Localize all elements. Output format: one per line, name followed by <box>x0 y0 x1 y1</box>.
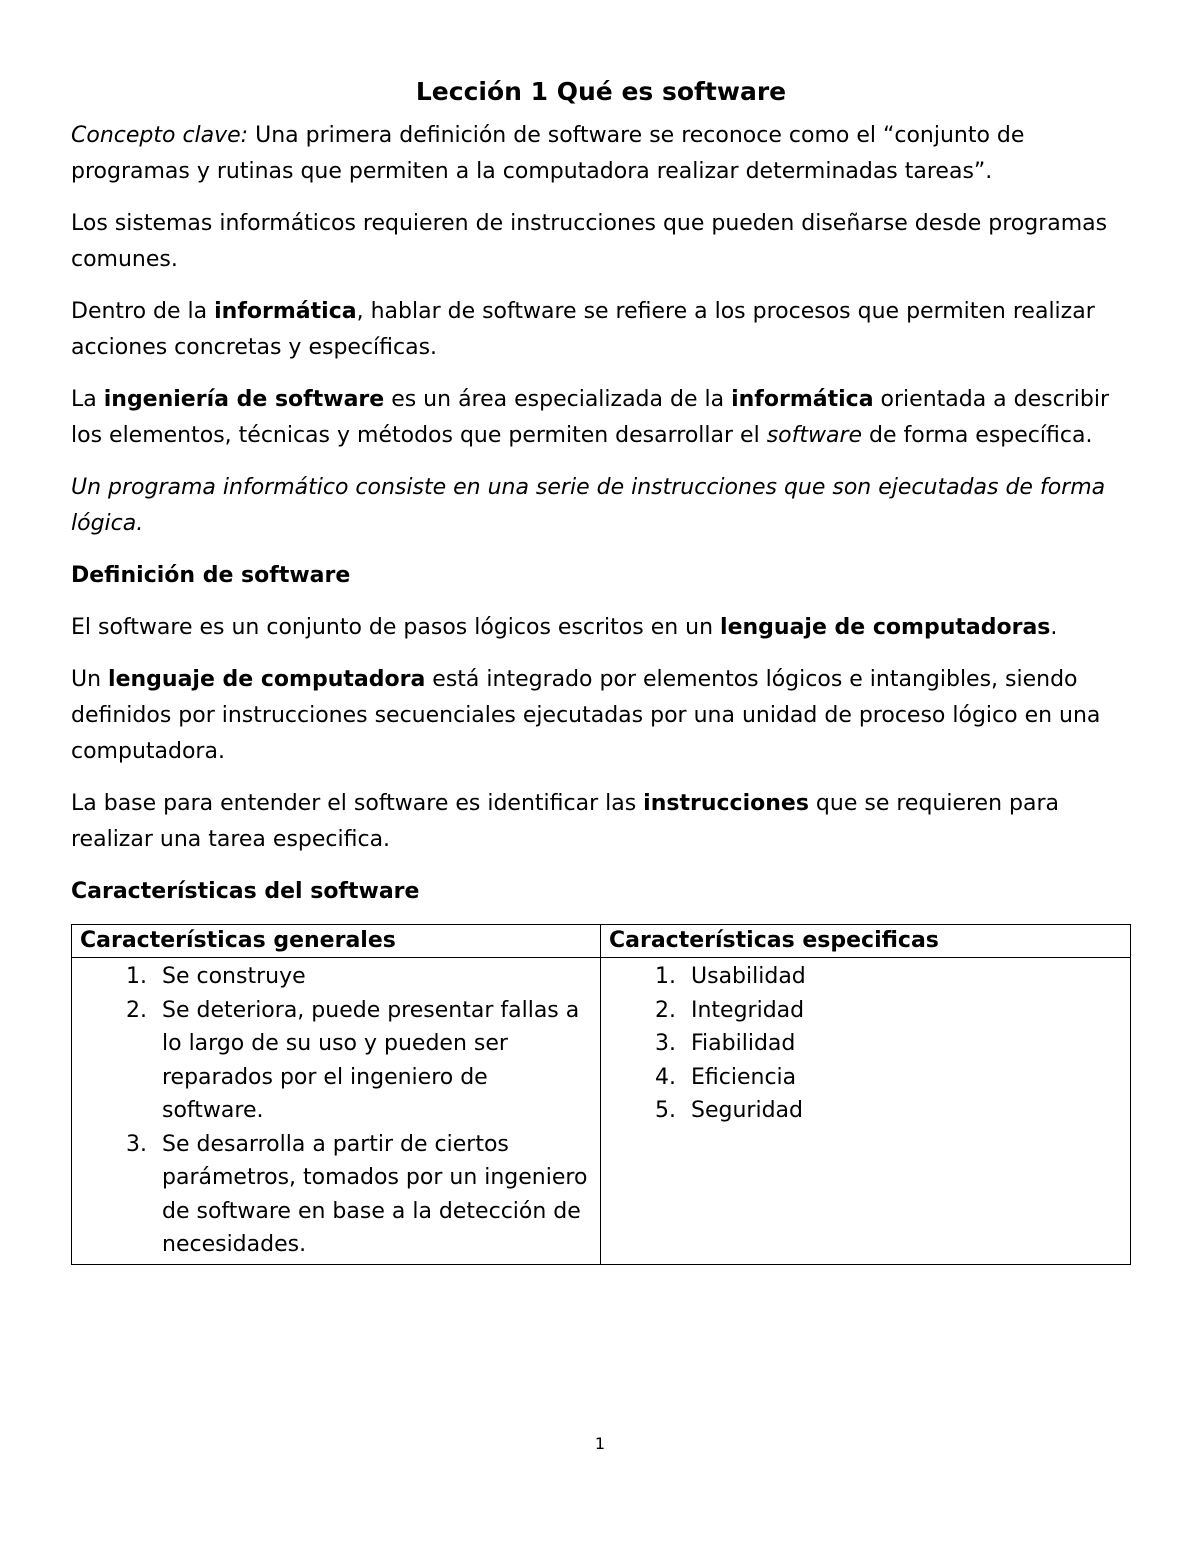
list-item: 3. Fiabilidad <box>683 1027 1122 1061</box>
bold-term: ingeniería de software <box>103 387 385 412</box>
text-run: La <box>71 387 104 412</box>
table-header-row <box>72 925 1131 958</box>
paragraph-instructions <box>71 786 1131 858</box>
text-run: La base para entender el software es identificar las <box>71 791 644 816</box>
bold-term: instrucciones <box>643 791 809 816</box>
bold-term: lenguaje de computadoras <box>720 615 1051 640</box>
section-heading-definition: Definición de software <box>71 563 351 588</box>
bold-term: lenguaje de computadora <box>108 667 426 692</box>
list-item: 2. Se deteriora, puede presentar fallas a lo largo de su uso y pueden ser reparados por el ingeniero de software. <box>154 994 592 1128</box>
text-run: es un área especializada de la <box>384 387 732 412</box>
specific-characteristics-list <box>609 960 1122 1128</box>
document-body <box>71 74 1131 1265</box>
text-run: orientada a describir los elementos, técnicas y métodos que permiten desarrollar el <box>71 387 1109 448</box>
paragraph-key-concept <box>71 118 1131 190</box>
list-item: 1. Usabilidad <box>683 960 1122 994</box>
characteristics-table <box>71 924 1131 1265</box>
table-row <box>72 958 1131 1265</box>
table-header-general: Características generales <box>72 925 601 958</box>
list-item: 5. Seguridad <box>683 1094 1122 1128</box>
paragraph-program-definition: Un programa informático consiste en una serie de instrucciones que son ejecutadas de forma lógica. <box>71 475 1106 536</box>
text-run: que se requieren para realizar una tarea especifica. <box>71 791 1059 852</box>
bold-term: informática <box>214 299 357 324</box>
page-title: Lección 1 Qué es software <box>415 77 787 106</box>
text-run: . <box>1050 615 1058 640</box>
paragraph-systems: Los sistemas informáticos requieren de instrucciones que pueden diseñarse desde programas comunes. <box>71 211 1108 272</box>
table-cell-general <box>72 958 601 1265</box>
paragraph-software-engineering <box>71 382 1131 454</box>
italic-term: software <box>766 423 863 448</box>
section-heading-characteristics: Características del software <box>71 879 420 904</box>
list-item: 4. Eficiencia <box>683 1061 1122 1095</box>
bold-term: informática <box>731 387 874 412</box>
text-run: Un <box>71 667 109 692</box>
page-number: 1 <box>594 1434 606 1453</box>
list-item: 3. Se desarrolla a partir de ciertos parámetros, tomados por un ingeniero de software en base a la detección de necesidades. <box>154 1128 592 1262</box>
table-cell-specific <box>601 958 1131 1265</box>
list-item: 2. Integridad <box>683 994 1122 1028</box>
text-run: El software es un conjunto de pasos lógicos escritos en un <box>71 615 721 640</box>
table-header-specific: Características especificas <box>601 925 1131 958</box>
key-concept-text: Una primera definición de software se reconoce como el “conjunto de programas y rutinas que permiten a la computadora realizar determinadas tareas”. <box>71 123 1025 184</box>
text-run: de forma específica. <box>862 423 1093 448</box>
text-run: está integrado por elementos lógicos e intangibles, siendo definidos por instrucciones secuenciales ejecutadas por una unidad de proceso lógico en una computadora. <box>71 667 1101 764</box>
paragraph-computer-language <box>71 662 1131 770</box>
text-run: , hablar de software se refiere a los procesos que permiten realizar acciones concretas y específicas. <box>71 299 1095 360</box>
general-characteristics-list <box>80 960 592 1262</box>
text-run: Dentro de la <box>71 299 215 324</box>
paragraph-software-steps <box>71 610 1131 646</box>
list-item: 1. Se construye <box>154 960 592 994</box>
key-concept-label: Concepto clave: <box>71 123 249 148</box>
paragraph-informatics <box>71 294 1131 366</box>
